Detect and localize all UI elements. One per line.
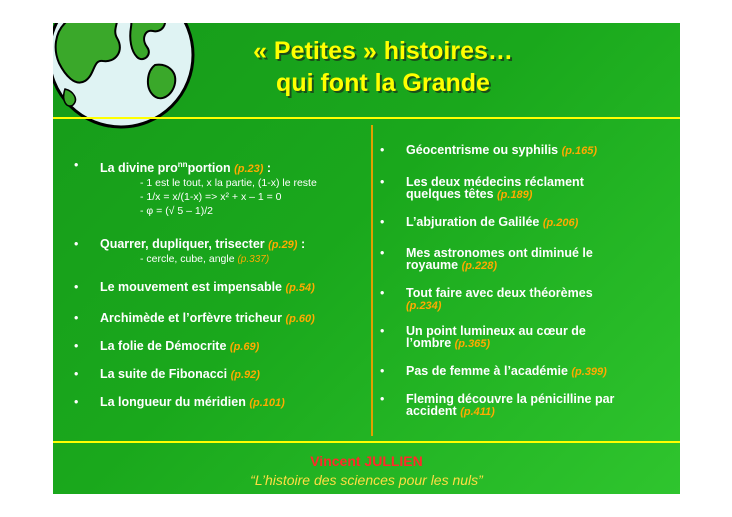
right-item-2: • Les deux médecins réclament quelques têtes (p.189) [380, 175, 584, 201]
page-ref: (p.228) [461, 260, 498, 272]
slide-title [183, 35, 583, 99]
page-ref: (p.234) [406, 300, 442, 312]
sub-line: - φ = (√ 5 – 1)/2 [140, 205, 213, 217]
bullet: • [380, 246, 385, 260]
right-item-4: • Mes astronomes ont diminué le royaume (p.228) [380, 246, 593, 272]
left-item-3: • Le mouvement est impensable (p.54) [74, 280, 315, 294]
bullet: • [380, 324, 385, 338]
bullet: • [380, 364, 385, 378]
page-ref: (p.54) [285, 282, 315, 294]
book-title: “L’histoire des sciences pour les nuls” [250, 472, 483, 488]
right-item-5: • Tout faire avec deux théorèmes (p.234) [380, 286, 593, 312]
page-ref: (p.60) [285, 313, 315, 325]
right-item-1: • Géocentrisme ou syphilis (p.165) [380, 143, 598, 157]
left-item-7: • La longueur du méridien (p.101) [74, 395, 285, 409]
bullet: • [74, 367, 79, 381]
left-item-4: • Archimède et l’orfèvre tricheur (p.60) [74, 311, 315, 325]
page-ref: (p.411) [460, 406, 495, 418]
right-item-3: • L’abjuration de Galilée (p.206) [380, 215, 579, 229]
author-name: Vincent JULLIEN [310, 453, 423, 469]
page-ref: (p.365) [454, 338, 491, 350]
top-rule [53, 117, 680, 119]
page-ref: (p.399) [571, 366, 607, 378]
page-ref: (p.206) [542, 217, 579, 229]
bullet: • [380, 286, 385, 300]
bullet: • [74, 311, 79, 325]
column-divider [371, 125, 373, 436]
bullet: • [74, 280, 79, 294]
bullet: • [74, 158, 79, 172]
page-ref: (p.29) [268, 239, 298, 251]
left-item-2: • Quarrer, dupliquer, trisecter (p.29) : [74, 237, 306, 251]
page-ref: (p.337) [237, 254, 270, 265]
slide [53, 23, 680, 494]
sub-line: - 1/x = x/(1-x) => x² + x – 1 = 0 [140, 191, 282, 203]
bullet: • [380, 392, 385, 406]
bullet: • [380, 215, 385, 229]
left-item-1: • La divine pro$^{nn}$portion (p.23) : [74, 158, 272, 176]
bullet: • [380, 175, 385, 189]
sub-line: - cercle, cube, angle (p.337) [140, 253, 270, 265]
right-item-8: • Fleming découvre la pénicilline par accident (p.411) [380, 392, 615, 418]
right-item-7: • Pas de femme à l’académie (p.399) [380, 364, 607, 378]
title-line-2: qui font la Grande [276, 69, 490, 97]
left-item-5: • La folie de Démocrite (p.69) [74, 339, 260, 353]
bullet: • [74, 339, 79, 353]
page-ref: (p.165) [561, 145, 598, 157]
left-item-6: • La suite de Fibonacci (p.92) [74, 367, 260, 381]
right-item-6: • Un point lumineux au cœur de l’ombre (p.365) [380, 324, 586, 350]
bullet: • [74, 237, 79, 251]
page-ref: (p.189) [497, 189, 533, 201]
page-ref: (p.23) [234, 163, 264, 176]
title-line-1: « Petites » histoires… [253, 37, 513, 65]
page-ref: (p.92) [230, 369, 260, 381]
bullet: • [380, 143, 385, 157]
bullet: • [74, 395, 79, 409]
page-ref: (p.69) [229, 341, 260, 353]
bottom-rule [53, 441, 680, 443]
sub-line: - 1 est le tout, x la partie, (1-x) le reste [140, 177, 317, 189]
page-ref: (p.101) [249, 397, 285, 409]
